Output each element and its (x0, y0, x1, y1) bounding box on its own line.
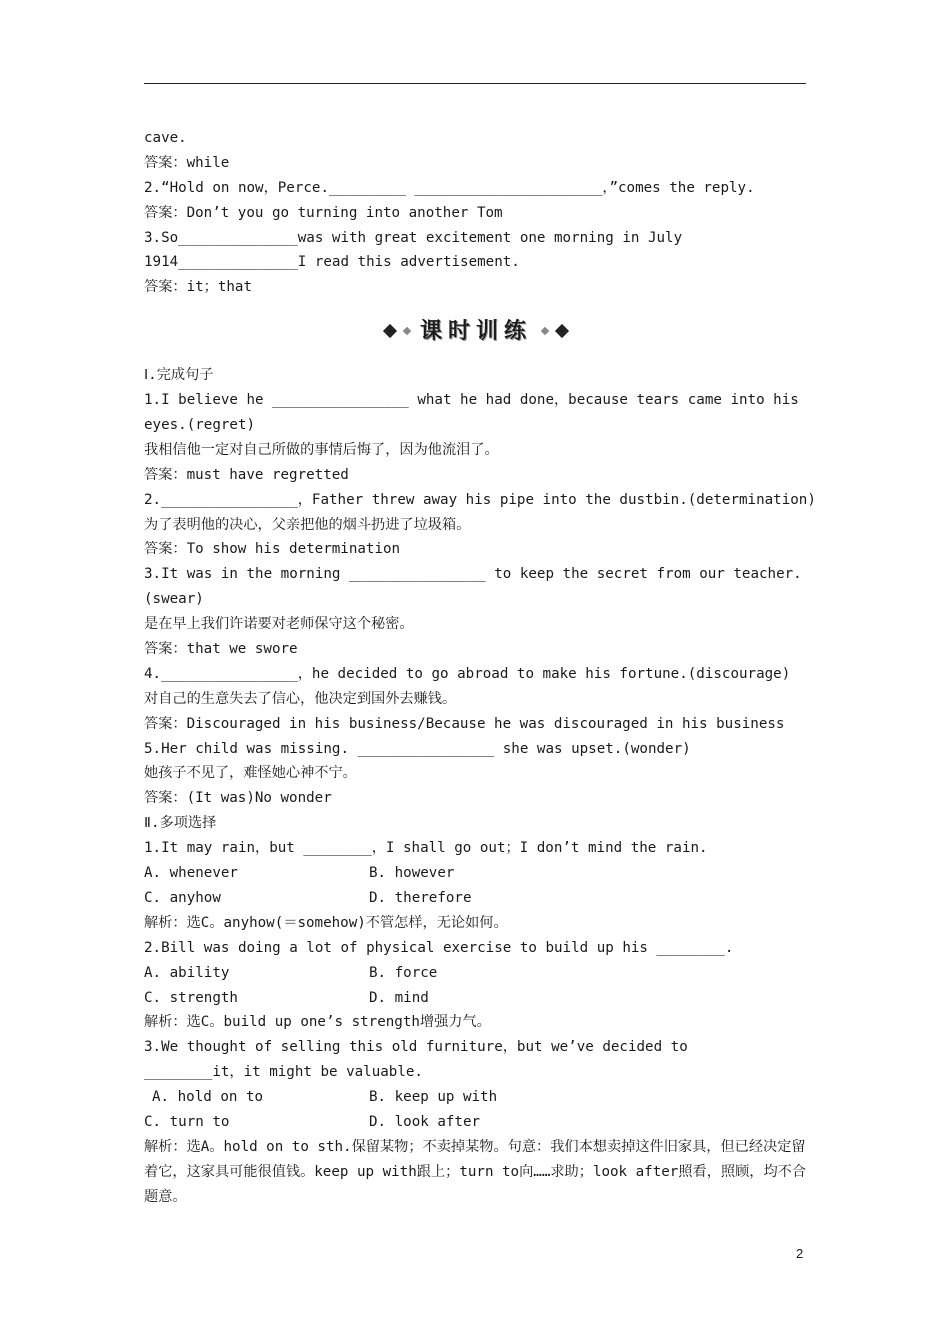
option-b: B. however (369, 865, 455, 882)
answer-line: 答案：must have regretted (144, 466, 349, 483)
question-line: eyes.(regret) (144, 417, 256, 434)
part-multiple-choice (144, 811, 808, 1209)
options-row (144, 1110, 808, 1135)
part-title: Ⅰ.完成句子 (144, 367, 214, 384)
translation-line: 为了表明他的决心，父亲把他的烟斗扔进了垃圾箱。 (144, 516, 471, 533)
question-line: 3.It was in the morning ________________ to keep the secret from our teacher. (144, 566, 802, 583)
text-line: cave. (144, 130, 187, 146)
diamond-icon (383, 324, 397, 338)
translation-line: 她孩子不见了，难怪她心神不宁。 (144, 765, 357, 782)
document-body (144, 126, 816, 1210)
option-c: C. anyhow (144, 889, 221, 906)
answer-line: 答案：it；that (144, 279, 252, 296)
option-a: A. whenever (144, 865, 238, 882)
question-line: 2.________________，Father threw away his pipe into the dustbin.(determination) (144, 491, 816, 508)
option-d: D. therefore (369, 889, 472, 906)
part-complete-sentences (144, 363, 816, 811)
question-line: 1914______________I read this advertisement. (144, 254, 520, 271)
question-line: 1.I believe he ________________ what he had done，because tears came into his (144, 392, 799, 409)
question-stem: ________it，it might be valuable. (144, 1064, 423, 1081)
option-c: C. turn to (144, 1113, 230, 1130)
options-row (144, 1085, 808, 1110)
translation-line: 我相信他一定对自己所做的事情后悔了，因为他流泪了。 (144, 441, 499, 458)
question-stem: 3.We thought of selling this old furniture，but we’ve decided to (144, 1039, 688, 1056)
options-row (144, 886, 808, 911)
page-number: 2 (796, 1246, 804, 1261)
question-line: 5.Her child was missing. ________________ she was upset.(wonder) (144, 740, 691, 757)
question-line: 2.“Hold on now，Perce._________ ______________________，”comes the reply. (144, 179, 755, 196)
explanation-paragraph: 解析：选A。hold on to sth.保留某物；不卖掉某物。句意：我们本想卖掉这件旧家具，但已经决定留着它，这家具可能很值钱。keep up with跟上；turn to向……求助；look after照看，照顾，均不合题意。 (144, 1138, 807, 1205)
option-a: A. hold on to (152, 1089, 264, 1106)
option-b: B. keep up with (369, 1089, 498, 1106)
explanation-line: 解析：选C。build up one’s strength增强力气。 (144, 1014, 491, 1031)
option-a: A. ability (144, 964, 230, 981)
translation-line: 是在早上我们许诺要对老师保守这个秘密。 (144, 616, 414, 633)
options-row (144, 861, 808, 886)
section-heading (144, 304, 808, 358)
answer-line: 答案：Discouraged in his business/Because he was discouraged in his business (144, 715, 785, 732)
question-line: 3.So______________was with great excitement one morning in July (144, 229, 683, 246)
options-row (144, 961, 808, 986)
diamond-icon (555, 324, 569, 338)
question-stem: 2.Bill was doing a lot of physical exercise to build up his ________. (144, 939, 734, 956)
diamond-small-icon (541, 327, 549, 335)
diamond-small-icon (403, 327, 411, 335)
part-title: Ⅱ.多项选择 (144, 815, 217, 832)
question-line: 4.________________，he decided to go abroad to make his fortune.(discourage) (144, 665, 791, 682)
header-rule (144, 83, 806, 84)
question-line: (swear) (144, 591, 204, 608)
top-section (144, 126, 808, 300)
translation-line: 对自己的生意失去了信心，他决定到国外去赚钱。 (144, 690, 457, 707)
section-title: 课时训练 (419, 317, 532, 344)
answer-line: 答案：that we swore (144, 641, 298, 658)
answer-line: 答案：(It was)No wonder (144, 790, 332, 807)
question-stem: 1.It may rain，but ________，I shall go out；I don’t mind the rain. (144, 840, 708, 857)
options-row (144, 986, 808, 1011)
option-b: B. force (369, 964, 438, 981)
answer-line: 答案：Don’t you go turning into another Tom (144, 204, 503, 221)
option-d: D. mind (369, 989, 429, 1006)
option-c: C. strength (144, 989, 238, 1006)
explanation-line: 解析：选C。anyhow(＝somehow)不管怎样，无论如何。 (144, 914, 508, 931)
option-d: D. look after (369, 1113, 481, 1130)
answer-line: 答案：To show his determination (144, 541, 401, 558)
answer-line: 答案：while (144, 154, 230, 171)
